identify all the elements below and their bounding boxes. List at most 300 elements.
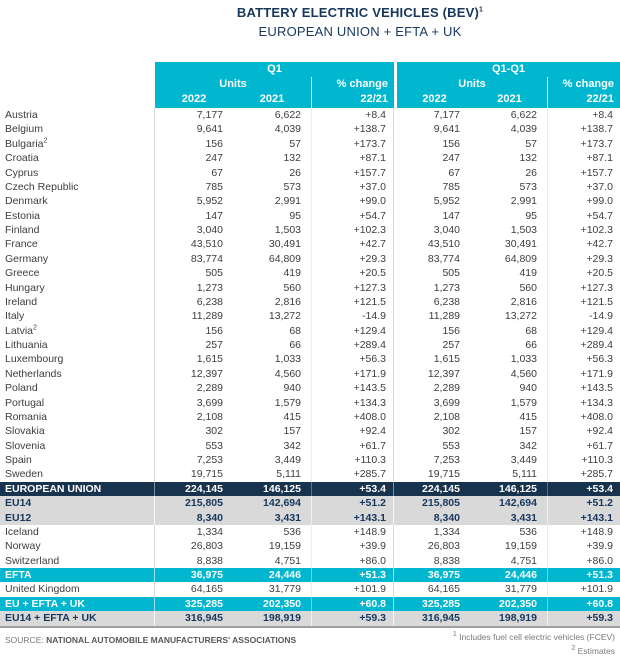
row-label: Bulgaria$^2$ — [0, 137, 155, 151]
units-cell: 157 — [519, 425, 537, 438]
table-row — [0, 266, 620, 280]
units-cell: 57 — [525, 137, 537, 150]
pct-change-cell: +86.0 — [311, 554, 394, 568]
units-cell: 7,177 — [196, 109, 223, 121]
units-cell: 57 — [289, 137, 301, 150]
group-header-q1: Q1 — [155, 62, 394, 78]
units-cell: 325,285 — [422, 597, 460, 610]
units-cell: 1,273 — [196, 281, 223, 294]
pct-change-cell: +99.0 — [547, 194, 620, 208]
pct-change-cell: +408.0 — [547, 410, 620, 424]
units-cell: 1,033 — [274, 353, 301, 366]
group-header-q1q1: Q1-Q1 — [394, 62, 620, 78]
table-row — [0, 166, 620, 180]
pct-change-cell: +54.7 — [311, 209, 394, 223]
row-label: Norway — [0, 539, 155, 553]
units-cell: 785 — [442, 180, 460, 193]
table-row — [0, 295, 620, 309]
units-cell: 553 — [205, 439, 223, 452]
units-cell: 3,699 — [196, 396, 223, 409]
pct-change-cell: +61.7 — [547, 439, 620, 453]
row-label: Luxembourg — [0, 352, 155, 366]
units-cell: 202,350 — [263, 597, 301, 610]
pct-change-cell: +143.5 — [311, 381, 394, 395]
row-label: Cyprus — [0, 166, 155, 180]
units-cell: 6,622 — [274, 109, 301, 121]
units-cell: 146,125 — [263, 482, 301, 495]
table-row — [0, 439, 620, 453]
units-cell: 2,108 — [433, 410, 460, 423]
row-label: Latvia$^2$ — [0, 324, 155, 338]
units-header-q1q1 — [394, 77, 547, 108]
table-row — [0, 252, 620, 266]
units-label: Units — [458, 78, 486, 90]
year-2022-header: 2022 — [181, 93, 207, 105]
pct-change-cell: +87.1 — [547, 151, 620, 165]
pct-change-label: % change — [336, 78, 388, 90]
units-cell: 157 — [283, 425, 301, 438]
units-cell: 7,253 — [433, 454, 460, 466]
units-cell: 2,108 — [196, 410, 223, 423]
units-cell: 8,340 — [196, 511, 223, 524]
page-subtitle: EUROPEAN UNION + EFTA + UK — [258, 24, 462, 39]
units-cell: 3,449 — [510, 454, 537, 466]
pct-change-header-q1 — [311, 77, 394, 108]
pct-change-cell: +61.7 — [311, 439, 394, 453]
row-label: Spain — [0, 453, 155, 467]
pct-change-cell: +29.3 — [547, 252, 620, 266]
row-label: Estonia — [0, 209, 155, 223]
units-cell: 215,805 — [422, 497, 460, 510]
pct-change-cell: +8.4 — [547, 108, 620, 122]
units-cell: 224,145 — [185, 482, 223, 495]
pct-change-header-q1q1 — [547, 77, 620, 108]
table-row — [0, 338, 620, 352]
table-bottom-border — [0, 626, 620, 628]
year-2022-header: 2022 — [422, 93, 447, 105]
units-cell: 247 — [442, 152, 460, 165]
table-row — [0, 237, 620, 251]
row-label: Denmark — [0, 194, 155, 208]
source-text: NATIONAL AUTOMOBILE MANUFACTURERS' ASSOCIATIONS — [46, 635, 297, 645]
row-label: EU + EFTA + UK — [0, 597, 155, 611]
units-cell: 36,975 — [190, 569, 223, 581]
units-cell: 415 — [283, 410, 301, 423]
units-cell: 95 — [289, 209, 301, 222]
units-cell: 13,272 — [268, 310, 301, 323]
row-label: EU14 + EFTA + UK — [0, 611, 155, 625]
units-cell: 198,919 — [263, 612, 301, 625]
pct-change-cell: +285.7 — [311, 467, 394, 481]
pct-change-cell: +92.4 — [311, 424, 394, 438]
units-cell: 5,952 — [196, 195, 223, 208]
pct-change-cell: +148.9 — [547, 525, 620, 539]
units-cell: 147 — [205, 209, 223, 222]
pct-change-cell: +86.0 — [547, 554, 620, 568]
units-cell: 156 — [205, 137, 223, 150]
table-row — [0, 122, 620, 136]
pct-change-cell: +8.4 — [311, 108, 394, 122]
units-cell: 31,779 — [268, 583, 301, 596]
units-cell: 43,510 — [427, 238, 460, 251]
units-cell: 342 — [283, 439, 301, 452]
units-cell: 3,449 — [274, 454, 301, 466]
pct-change-cell: +101.9 — [547, 582, 620, 596]
units-cell: 5,952 — [433, 195, 460, 208]
pct-change-cell: +127.3 — [547, 281, 620, 295]
units-cell: 146,125 — [499, 482, 537, 495]
units-cell: 316,945 — [185, 612, 223, 625]
units-cell: 224,145 — [422, 482, 460, 495]
row-label: Switzerland — [0, 554, 155, 568]
footnotes — [453, 631, 615, 658]
units-cell: 19,159 — [504, 540, 537, 553]
units-cell: 83,774 — [427, 252, 460, 265]
units-cell: 1,615 — [433, 353, 460, 366]
units-cell: 2,816 — [274, 295, 301, 308]
pct-change-cell: +129.4 — [547, 324, 620, 338]
pct-change-cell: +110.3 — [547, 453, 620, 467]
pct-change-cell: +102.3 — [311, 223, 394, 237]
units-cell: 67 — [448, 166, 460, 179]
row-label: Lithuania — [0, 338, 155, 352]
units-cell: 302 — [205, 425, 223, 438]
pct-change-cell: +173.7 — [311, 137, 394, 151]
table-row — [0, 137, 620, 151]
units-cell: 68 — [289, 324, 301, 337]
pct-change-cell: +37.0 — [311, 180, 394, 194]
units-cell: 64,165 — [427, 583, 460, 596]
table-row — [0, 482, 620, 496]
units-cell: 8,838 — [433, 554, 460, 567]
units-cell: 24,446 — [268, 569, 301, 581]
pct-change-cell: +51.3 — [311, 568, 394, 582]
row-label: Slovenia — [0, 439, 155, 453]
units-cell: 26 — [525, 166, 537, 179]
table-row — [0, 424, 620, 438]
row-label: Finland — [0, 223, 155, 237]
units-cell: 7,253 — [196, 454, 223, 466]
pct-change-cell: +20.5 — [311, 266, 394, 280]
units-cell: 573 — [283, 180, 301, 193]
units-header-q1 — [155, 77, 311, 108]
pct-change-cell: +121.5 — [311, 295, 394, 309]
pct-change-cell: +157.7 — [547, 166, 620, 180]
pct-change-cell: +157.7 — [311, 166, 394, 180]
pct-change-cell: +53.4 — [547, 482, 620, 496]
pct-change-cell: +51.3 — [547, 568, 620, 582]
pct-change-cell: +173.7 — [547, 137, 620, 151]
units-cell: 316,945 — [422, 612, 460, 625]
units-cell: 1,579 — [274, 396, 301, 409]
units-cell: 6,238 — [433, 295, 460, 308]
row-label: Austria — [0, 108, 155, 122]
units-cell: 26 — [289, 166, 301, 179]
units-cell: 156 — [442, 137, 460, 150]
header-spacer — [0, 62, 155, 78]
units-cell: 9,641 — [433, 123, 460, 136]
units-cell: 31,779 — [504, 583, 537, 596]
title-block — [100, 5, 620, 39]
units-cell: 132 — [283, 152, 301, 165]
units-cell: 67 — [211, 166, 223, 179]
row-label: Germany — [0, 252, 155, 266]
row-label: Netherlands — [0, 367, 155, 381]
table-header-groups — [0, 62, 620, 77]
table-row — [0, 410, 620, 424]
pct-change-cell: -14.9 — [311, 309, 394, 323]
source-note — [5, 631, 296, 658]
row-label: EFTA — [0, 568, 155, 582]
footnote-2: $^2$ Estimates — [571, 644, 615, 656]
units-cell: 9,641 — [196, 123, 223, 136]
units-cell: 215,805 — [185, 497, 223, 510]
units-cell: 560 — [519, 281, 537, 294]
units-cell: 1,503 — [274, 224, 301, 236]
pct-change-cell: +138.7 — [311, 122, 394, 136]
pct-change-cell: +143.1 — [547, 511, 620, 525]
units-cell: 6,238 — [196, 295, 223, 308]
table-row — [0, 309, 620, 323]
table-row — [0, 496, 620, 510]
units-cell: 2,816 — [510, 295, 537, 308]
table-row — [0, 180, 620, 194]
pct-change-cell: +289.4 — [311, 338, 394, 352]
table-row — [0, 568, 620, 582]
pct-change-cell: +134.3 — [547, 396, 620, 410]
units-cell: 8,340 — [433, 511, 460, 524]
pct-change-cell: +60.8 — [547, 597, 620, 611]
footer — [0, 631, 620, 658]
pct-change-cell: +37.0 — [547, 180, 620, 194]
table-row — [0, 209, 620, 223]
table-row — [0, 223, 620, 237]
page-title: BATTERY ELECTRIC VEHICLES (BEV)$^1$ — [236, 5, 484, 20]
row-label: Czech Republic — [0, 180, 155, 194]
units-cell: 415 — [519, 410, 537, 423]
units-cell: 147 — [442, 209, 460, 222]
units-cell: 785 — [205, 180, 223, 193]
units-cell: 19,159 — [268, 540, 301, 553]
pct-change-cell: +54.7 — [547, 209, 620, 223]
pct-change-cell: +127.3 — [311, 281, 394, 295]
pct-change-cell: +59.3 — [311, 611, 394, 625]
row-label: EU14 — [0, 496, 155, 510]
row-label: Hungary — [0, 281, 155, 295]
units-cell: 11,289 — [191, 310, 223, 323]
table-row — [0, 525, 620, 539]
table-row — [0, 467, 620, 481]
units-cell: 325,285 — [185, 597, 223, 610]
row-label: Portugal — [0, 396, 155, 410]
units-cell: 419 — [519, 267, 537, 280]
units-cell: 1,273 — [433, 281, 460, 294]
units-cell: 4,560 — [510, 367, 537, 380]
title-footnote-marker: 1 — [479, 6, 484, 14]
pct-change-cell: +285.7 — [547, 467, 620, 481]
table-header-columns — [0, 77, 620, 108]
units-cell: 66 — [289, 339, 301, 351]
table-row — [0, 539, 620, 553]
pct-change-cell: +87.1 — [311, 151, 394, 165]
units-cell: 156 — [205, 324, 223, 337]
row-label: Belgium — [0, 122, 155, 136]
row-label: EU12 — [0, 511, 155, 525]
pct-change-cell: +56.3 — [547, 352, 620, 366]
units-cell: 505 — [442, 267, 460, 280]
units-cell: 1,334 — [196, 525, 223, 538]
pct-change-years: 22/21 — [586, 93, 614, 105]
pct-change-cell: +51.2 — [547, 496, 620, 510]
pct-change-cell: +53.4 — [311, 482, 394, 496]
table-row — [0, 511, 620, 525]
row-label: United Kingdom — [0, 582, 155, 596]
year-2021-header: 2021 — [259, 93, 285, 105]
row-label: EUROPEAN UNION — [0, 482, 155, 496]
units-cell: 12,397 — [427, 367, 460, 380]
units-cell: 8,838 — [196, 554, 223, 567]
units-cell: 156 — [442, 324, 460, 337]
units-cell: 12,397 — [190, 367, 223, 380]
units-cell: 573 — [519, 180, 537, 193]
pct-change-cell: +56.3 — [311, 352, 394, 366]
pct-change-cell: +99.0 — [311, 194, 394, 208]
pct-change-cell: +60.8 — [311, 597, 394, 611]
pct-change-cell: +129.4 — [311, 324, 394, 338]
table-row — [0, 597, 620, 611]
units-cell: 36,975 — [427, 569, 460, 581]
units-cell: 3,040 — [196, 224, 223, 236]
pct-change-cell: +171.9 — [311, 367, 394, 381]
units-cell: 940 — [519, 382, 537, 395]
units-cell: 2,289 — [433, 382, 460, 395]
units-cell: 3,699 — [433, 396, 460, 409]
units-cell: 26,803 — [190, 540, 223, 553]
units-cell: 7,177 — [433, 109, 460, 121]
units-cell: 6,622 — [510, 109, 537, 121]
units-cell: 247 — [205, 152, 223, 165]
units-cell: 198,919 — [499, 612, 537, 625]
pct-change-cell: -14.9 — [547, 309, 620, 323]
units-cell: 553 — [442, 439, 460, 452]
pct-change-cell: +59.3 — [547, 611, 620, 625]
units-cell: 257 — [205, 339, 223, 351]
pct-change-cell: +20.5 — [547, 266, 620, 280]
row-footnote-marker: 2 — [33, 324, 37, 332]
units-cell: 1,334 — [433, 525, 460, 538]
units-cell: 2,991 — [274, 195, 301, 208]
row-label: Greece — [0, 266, 155, 280]
table-row — [0, 611, 620, 625]
units-cell: 26,803 — [427, 540, 460, 553]
units-cell: 3,431 — [274, 511, 301, 524]
units-cell: 4,751 — [274, 554, 301, 567]
units-cell: 19,715 — [190, 468, 223, 481]
units-cell: 5,111 — [276, 468, 301, 481]
row-label: Romania — [0, 410, 155, 424]
pct-change-cell: +148.9 — [311, 525, 394, 539]
pct-change-cell: +29.3 — [311, 252, 394, 266]
units-cell: 1,579 — [510, 396, 537, 409]
units-cell: 4,039 — [274, 123, 301, 136]
bev-table — [0, 62, 620, 628]
year-2021-header: 2021 — [497, 93, 522, 105]
pct-change-cell: +143.5 — [547, 381, 620, 395]
units-cell: 64,809 — [268, 252, 301, 265]
units-cell: 940 — [283, 382, 301, 395]
units-cell: 30,491 — [268, 238, 301, 251]
row-footnote-marker: 2 — [43, 137, 48, 145]
row-label: Iceland — [0, 525, 155, 539]
row-label: Ireland — [0, 295, 155, 309]
table-row — [0, 381, 620, 395]
table-row — [0, 151, 620, 165]
units-cell: 2,991 — [510, 195, 537, 208]
table-row — [0, 352, 620, 366]
units-cell: 536 — [283, 525, 301, 538]
units-cell: 4,751 — [510, 554, 537, 567]
units-cell: 1,503 — [510, 224, 537, 236]
units-cell: 560 — [283, 281, 301, 294]
units-cell: 505 — [205, 267, 223, 280]
table-row — [0, 324, 620, 338]
pct-change-cell: +39.9 — [547, 539, 620, 553]
units-cell: 257 — [442, 339, 460, 351]
row-label: Slovakia — [0, 424, 155, 438]
row-label: Croatia — [0, 151, 155, 165]
units-cell: 64,809 — [504, 252, 537, 265]
table-row — [0, 396, 620, 410]
units-cell: 68 — [525, 324, 537, 337]
units-cell: 3,040 — [433, 224, 460, 236]
units-cell: 5,111 — [512, 468, 537, 481]
units-cell: 536 — [519, 525, 537, 538]
units-cell: 2,289 — [196, 382, 223, 395]
units-cell: 302 — [442, 425, 460, 438]
units-cell: 142,694 — [499, 497, 537, 510]
units-label: Units — [219, 78, 247, 90]
footnote-1: $^1$ Includes fuel cell electric vehicles (FCEV) — [452, 631, 615, 642]
units-cell: 3,431 — [510, 511, 537, 524]
pct-change-cell: +39.9 — [311, 539, 394, 553]
units-cell: 43,510 — [190, 238, 223, 251]
units-cell: 342 — [519, 439, 537, 452]
units-cell: 1,615 — [196, 353, 223, 366]
units-cell: 66 — [525, 339, 537, 351]
pct-change-years: 22/21 — [360, 93, 388, 105]
units-cell: 95 — [525, 209, 537, 222]
units-cell: 4,039 — [510, 123, 537, 136]
table-row — [0, 582, 620, 596]
table-row — [0, 108, 620, 122]
units-cell: 142,694 — [263, 497, 301, 510]
row-label: Poland — [0, 381, 155, 395]
units-cell: 64,165 — [190, 583, 223, 596]
pct-change-cell: +51.2 — [311, 496, 394, 510]
pct-change-cell: +143.1 — [311, 511, 394, 525]
pct-change-cell: +138.7 — [547, 122, 620, 136]
table-body — [0, 108, 620, 626]
pct-change-cell: +171.9 — [547, 367, 620, 381]
units-cell: 24,446 — [504, 569, 537, 581]
units-cell: 30,491 — [504, 238, 537, 251]
table-row — [0, 554, 620, 568]
units-cell: 19,715 — [427, 468, 460, 481]
pct-change-cell: +408.0 — [311, 410, 394, 424]
row-label: Italy — [0, 309, 155, 323]
table-row — [0, 194, 620, 208]
units-cell: 132 — [519, 152, 537, 165]
